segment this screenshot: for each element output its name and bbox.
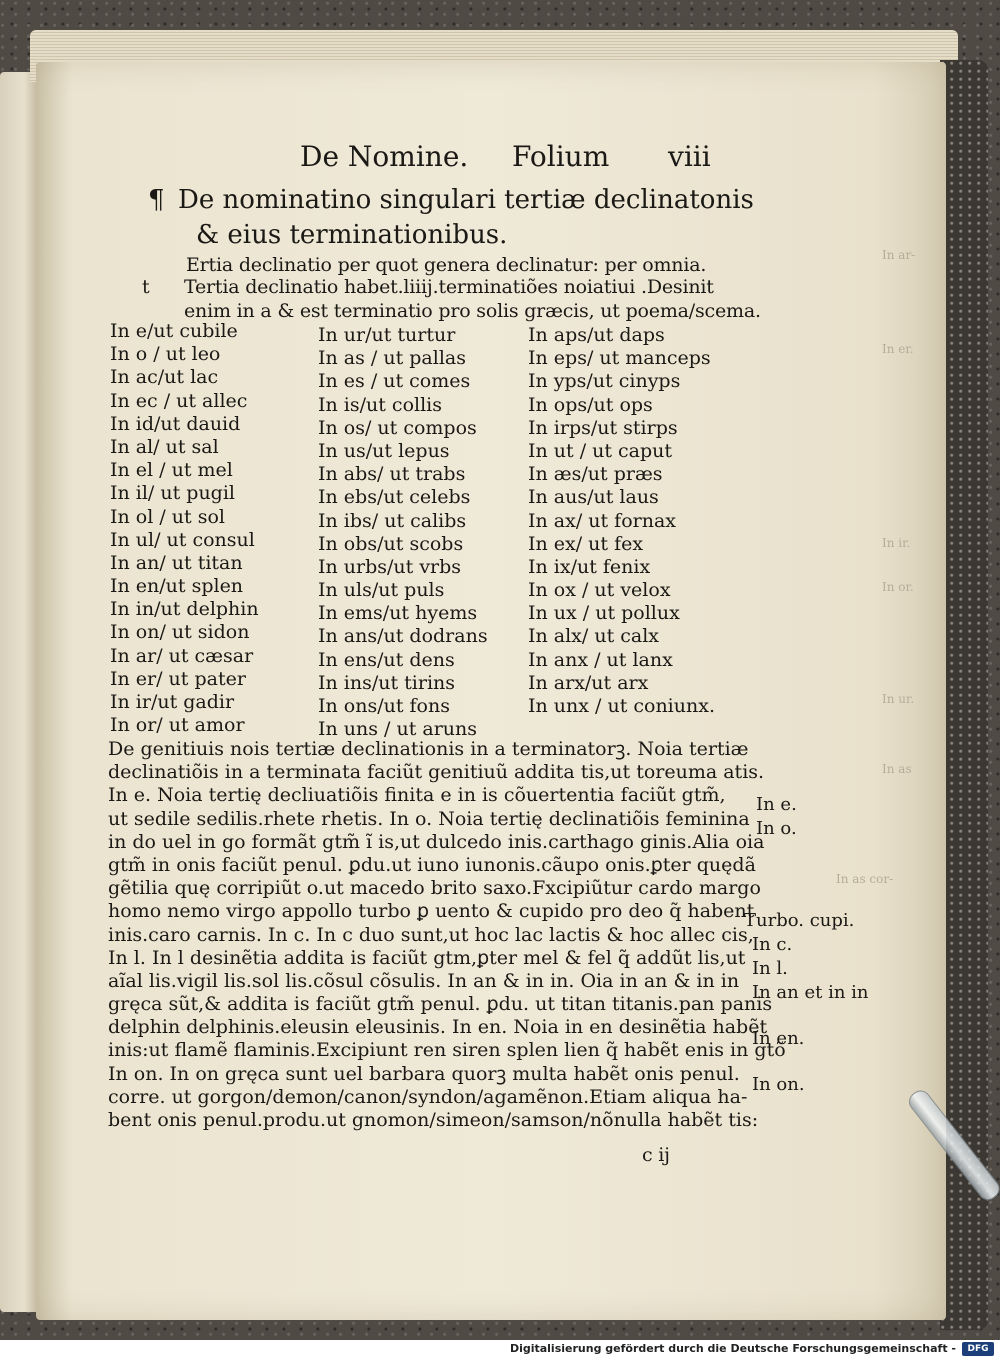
list-item: In ux / ut pollux — [528, 602, 680, 625]
book-page — [36, 62, 946, 1320]
list-item: In unx / ut coniunx. — [528, 695, 715, 717]
list-item: In eps/ ut manceps — [528, 347, 711, 370]
margin-note: In o. — [756, 818, 797, 839]
list-item: In il/ ut pugil — [110, 482, 236, 505]
show-through-note: In ar- — [882, 248, 916, 262]
text-line: In on. In on gręca sunt uel barbara quorꝫ multa habẽt onis penul. — [108, 1062, 740, 1085]
show-through-note: In ur. — [882, 692, 915, 706]
list-item: In ens/ut dens — [318, 648, 455, 671]
list-item: In arx/ut arx — [528, 671, 649, 694]
signature-mark: c ij — [642, 1144, 670, 1166]
show-through-note: In er. — [882, 342, 914, 356]
margin-note: Turbo. cupi. — [744, 910, 855, 931]
list-item: In ins/ut tirins — [318, 671, 456, 694]
list-item: In ix/ut fenix — [528, 555, 651, 578]
margin-note: In e. — [756, 794, 797, 815]
list-item: In ops/ut ops — [528, 393, 653, 416]
funding-credit: Digitalisierung gefördert durch die Deutsche Forschungsgemeinschaft - — [509, 1342, 956, 1355]
list-item: In is/ut collis — [318, 393, 442, 416]
list-item: In on/ ut sidon — [110, 621, 250, 644]
list-item: In abs/ ut trabs — [318, 463, 466, 486]
list-item: In aps/ut daps — [528, 324, 665, 346]
running-head-left: De Nomine. — [300, 140, 469, 173]
list-item: In ur/ut turtur — [318, 324, 456, 346]
text-line: inis:ut flamẽ flaminis.Excipiunt ren siren splen lien q̃ habẽt enis in gtõ — [108, 1039, 786, 1062]
list-item: In ons/ut fons — [318, 695, 450, 717]
text-line: ut sedile sedilis.rhete rhetis. In o. Noia tertię declinatiõis feminina — [108, 807, 750, 830]
list-item: In anx / ut lanx — [528, 648, 673, 671]
list-item: In ol / ut sol — [110, 505, 225, 528]
list-item: In ex/ ut fex — [528, 532, 644, 555]
folio-number: viii — [668, 140, 711, 173]
section-title-line2: & eius terminationibus. — [196, 220, 508, 250]
list-item: In os/ ut compos — [318, 416, 477, 439]
list-item: In or/ ut amor — [110, 714, 245, 737]
list-item: In ox / ut velox — [528, 579, 671, 602]
intro-line-1: Ertia declinatio per quot genera declinatur: per omnia. — [186, 254, 707, 276]
text-line: gręca sũt,& addita is faciũt gtm̃ penul. ꝑdu. ut titan titanis.pan panis — [108, 993, 773, 1016]
guide-letter: t — [142, 276, 150, 298]
list-item: In us/ut lepus — [318, 439, 450, 462]
running-head-center: Folium — [512, 140, 610, 173]
list-item: In ebs/ut celebs — [318, 486, 471, 509]
list-item: In alx/ ut calx — [528, 625, 660, 648]
text-line: In l. In l desinẽtia addita is faciũt gtm,ꝑter mel & fel q̃ addũt lis,ut — [108, 946, 746, 969]
intro-line-2: Tertia declinatio habet.liiij.terminatiões noiatiui .Desinit — [184, 276, 714, 298]
list-item: In ul/ ut consul — [110, 528, 255, 551]
list-item: In ut / ut caput — [528, 439, 673, 462]
list-item: In al/ ut sal — [110, 435, 219, 458]
footer-bar — [0, 1340, 1000, 1359]
list-item: In as / ut pallas — [318, 347, 466, 370]
list-item: In uls/ut puls — [318, 579, 445, 602]
dfg-logo: DFG — [962, 1342, 994, 1356]
list-item: In o / ut leo — [110, 343, 221, 366]
endings-column-1 — [110, 320, 259, 737]
show-through-note: In ir. — [882, 536, 911, 550]
list-item: In ans/ut dodrans — [318, 625, 488, 648]
margin-note: In en. — [752, 1028, 805, 1049]
list-item: In uns / ut aruns — [318, 718, 478, 741]
list-item: In en/ut splen — [110, 575, 244, 598]
list-item: In es / ut comes — [318, 370, 471, 393]
show-through-note: In as cor- — [836, 872, 894, 886]
list-item: In ir/ut gadir — [110, 691, 235, 713]
show-through-note: In or. — [882, 580, 914, 594]
text-line: aĩal lis.vigil lis.sol lis.cõsul cõsulis. In an & in in. Oia in an & in in — [108, 969, 740, 992]
text-line: gẽtilia quę corripiũt o.ut macedo brito saxo.Fxcipiũtur cardo margo — [108, 877, 761, 900]
pilcrow-mark: ¶ — [148, 185, 165, 215]
text-line: gtm̃ in onis faciũt penul. ꝑdu.ut iuno iunonis.cãupo onis.ꝑter quędã — [108, 853, 756, 876]
text-line: De genitiuis nois tertiæ declinationis in a terminatorꝫ. Noia tertiæ — [108, 738, 749, 760]
text-line: bent onis penul.produ.ut gnomon/simeon/samson/nõnulla habẽt tis: — [108, 1109, 759, 1131]
margin-note: In an et in in — [752, 982, 869, 1003]
margin-note: In l. — [752, 958, 788, 979]
list-item: In irps/ut stirps — [528, 416, 678, 439]
text-line: corre. ut gorgon/demon/canon/syndon/agamẽnon.Etiam aliqua ha- — [108, 1085, 748, 1108]
text-line: declinatiõis in a terminata faciũt genitiuũ addita tis,ut toreuma atis. — [108, 761, 765, 784]
section-title-line1: De nominatino singulari tertiæ declinatonis — [178, 185, 754, 215]
margin-note: In c. — [752, 934, 793, 955]
intro-line-3: enim in a & est terminatio pro solis græcis, ut poema/scema. — [184, 300, 761, 322]
show-through-note: In as — [882, 762, 912, 776]
list-item: In obs/ut scobs — [318, 532, 464, 555]
text-line: In e. Noia tertię decliuatiõis finita e in is cõuertentia faciũt gtm̃, — [108, 784, 726, 807]
left-page-edge — [0, 72, 40, 1312]
list-item: In er/ ut pater — [110, 667, 246, 690]
list-item: In ar/ ut cæsar — [110, 644, 254, 667]
list-item: In id/ut dauid — [110, 412, 241, 435]
list-item: In æs/ut præs — [528, 463, 663, 486]
endings-column-3 — [528, 324, 715, 718]
margin-note: In on. — [752, 1074, 805, 1095]
list-item: In ac/ut lac — [110, 366, 219, 389]
list-item: In e/ut cubile — [110, 320, 238, 342]
list-item: In an/ ut titan — [110, 551, 243, 574]
list-item: In ec / ut allec — [110, 389, 248, 412]
list-item: In el / ut mel — [110, 459, 233, 482]
list-item: In aus/ut laus — [528, 486, 659, 509]
text-line: delphin delphinis.eleusin eleusinis. In en. Noia in en desinẽtia habẽt — [108, 1016, 768, 1039]
text-line: inis.caro carnis. In c. In c duo sunt,ut hoc lac lactis & hoc allec cis, — [108, 923, 754, 946]
list-item: In ems/ut hyems — [318, 602, 478, 625]
text-line: in do uel in go formãt gtm̃ ĩ is,ut dulcedo inis.carthago ginis.Alia oia — [108, 830, 765, 853]
list-item: In in/ut delphin — [110, 598, 259, 621]
endings-column-2 — [318, 324, 488, 741]
genitive-paragraph — [108, 738, 786, 1132]
list-item: In yps/ut cinyps — [528, 370, 681, 393]
list-item: In ax/ ut fornax — [528, 509, 677, 532]
text-line: homo nemo virgo appollo turbo ꝑ uento & cupido pro deo q̃ habent — [108, 900, 755, 923]
list-item: In urbs/ut vrbs — [318, 555, 462, 578]
list-item: In ibs/ ut calibs — [318, 509, 467, 532]
